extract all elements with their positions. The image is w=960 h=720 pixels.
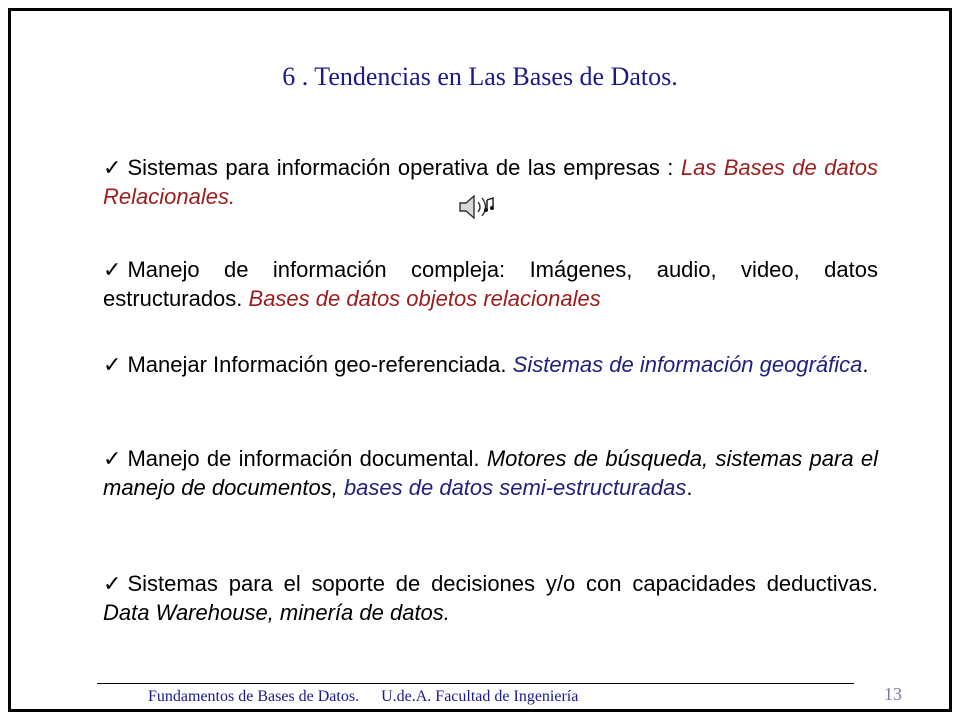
footer-institution: U.de.A. Facultad de Ingeniería xyxy=(381,688,579,705)
bullet-2-highlight: Bases de datos objetos relacionales xyxy=(248,286,601,311)
check-icon: ✓ xyxy=(103,352,122,377)
bullet-1-highlight: Las Bases de datos Relacionales. xyxy=(103,155,878,209)
footer-course: Fundamentos de Bases de Datos. xyxy=(148,688,360,705)
bullet-3 xyxy=(103,350,878,379)
bullet-5 xyxy=(103,569,878,627)
check-icon: ✓ xyxy=(103,446,122,471)
check-icon: ✓ xyxy=(103,155,122,180)
slide-title: 6 . Tendencias en Las Bases de Datos. xyxy=(282,62,678,91)
bullet-2-text: Manejo de información compleja: Imágenes, audio, video, datos estructurados. xyxy=(103,257,878,311)
speaker-icon[interactable] xyxy=(456,192,498,222)
footer-divider xyxy=(97,683,854,684)
bullet-4-italic: Motores de búsqueda, sistemas para el manejo de documentos, xyxy=(103,446,878,500)
bullet-3-highlight: Sistemas de información geográfica xyxy=(512,352,863,377)
bullet-4-highlight: bases de datos semi-estructuradas xyxy=(343,475,687,500)
bullet-4 xyxy=(103,444,878,502)
bullet-4-text: Manejo de información documental. xyxy=(127,446,487,471)
bullet-5-italic: Data Warehouse, minería de datos. xyxy=(103,600,450,625)
bullet-3-tail: . xyxy=(862,352,869,377)
bullet-4-tail: . xyxy=(686,475,693,500)
bullet-5-text: Sistemas para el soporte de decisiones y/o con capacidades deductivas. xyxy=(127,571,878,596)
bullet-3-text: Manejar Información geo-referenciada. xyxy=(127,352,513,377)
check-icon: ✓ xyxy=(103,257,122,282)
page-number: 13 xyxy=(884,684,902,704)
check-icon: ✓ xyxy=(103,571,122,596)
bullet-2 xyxy=(103,255,878,313)
footer xyxy=(148,688,578,706)
bullet-1-text: Sistemas para información operativa de las empresas : xyxy=(127,155,681,180)
